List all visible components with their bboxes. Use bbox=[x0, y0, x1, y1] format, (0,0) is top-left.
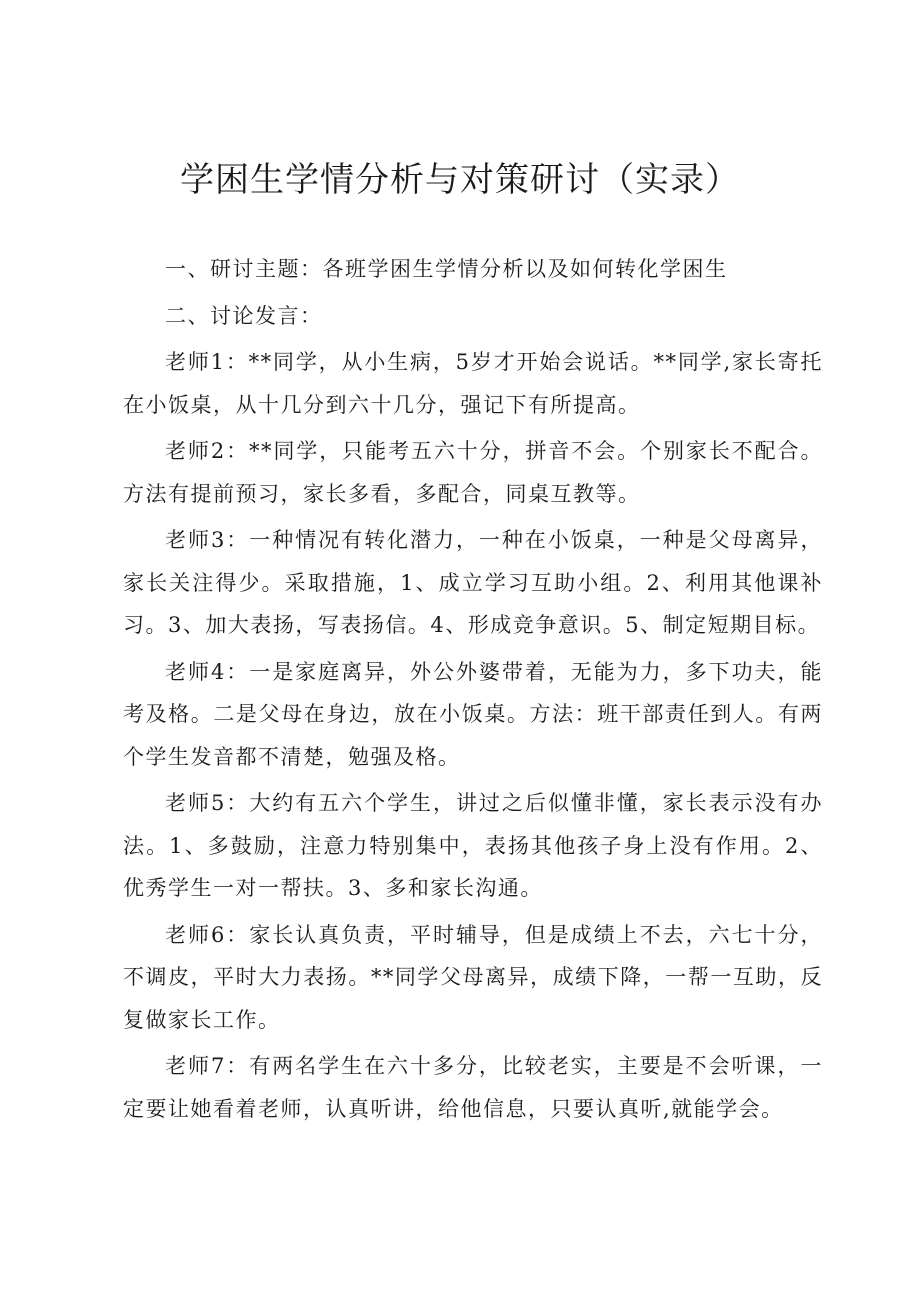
paragraph-teacher-6: 老师6：家长认真负责，平时辅导，但是成绩上不去，六七十分，不调皮，平时大力表扬。**同学父母离异，成绩下降，一帮一互助，反复做家长工作。 bbox=[123, 922, 823, 1032]
paragraph-teacher-5: 老师5：大约有五六个学生，讲过之后似懂非懂，家长表示没有办法。1、多鼓励，注意力特别集中，表扬其他孩子身上没有作用。2、优秀学生一对一帮扶。3、多和家长沟通。 bbox=[123, 791, 823, 900]
paragraph-topic: 一、研讨主题：各班学困生学情分析以及如何转化学困生 bbox=[165, 257, 728, 281]
paragraph-teacher-4: 老师4：一是家庭离异，外公外婆带着，无能为力，多下功夫，能考及格。二是父母在身边，放在小饭桌。方法：班干部责任到人。有两个学生发音都不清楚，勉强及格。 bbox=[123, 659, 823, 769]
document-title: 学困生学情分析与对策研讨（实录） bbox=[180, 160, 740, 200]
paragraph-discussion-heading: 二、讨论发言： bbox=[165, 303, 323, 328]
paragraph-teacher-1: 老师1：**同学，从小生病，5岁才开始会说话。**同学,家长寄托在小饭桌，从十几分到六十几分，强记下有所提高。 bbox=[123, 350, 823, 417]
document-body bbox=[123, 248, 823, 1130]
paragraph-teacher-3: 老师3：一种情况有转化潜力，一种在小饭桌，一种是父母离异，家长关注得少。采取措施，1、成立学习互助小组。2、利用其他课补习。3、加大表扬，写表扬信。4、形成竞争意识。5、制定短期目标。 bbox=[123, 528, 823, 637]
paragraph-teacher-7: 老师7：有两名学生在六十多分，比较老实，主要是不会听课，一定要让她看着老师，认真听讲，给他信息，只要认真听,就能学会。 bbox=[123, 1054, 823, 1121]
paragraph-teacher-2: 老师2：**同学，只能考五六十分，拼音不会。个别家长不配合。方法有提前预习，家长多看，多配合，同桌互教等。 bbox=[123, 439, 823, 506]
